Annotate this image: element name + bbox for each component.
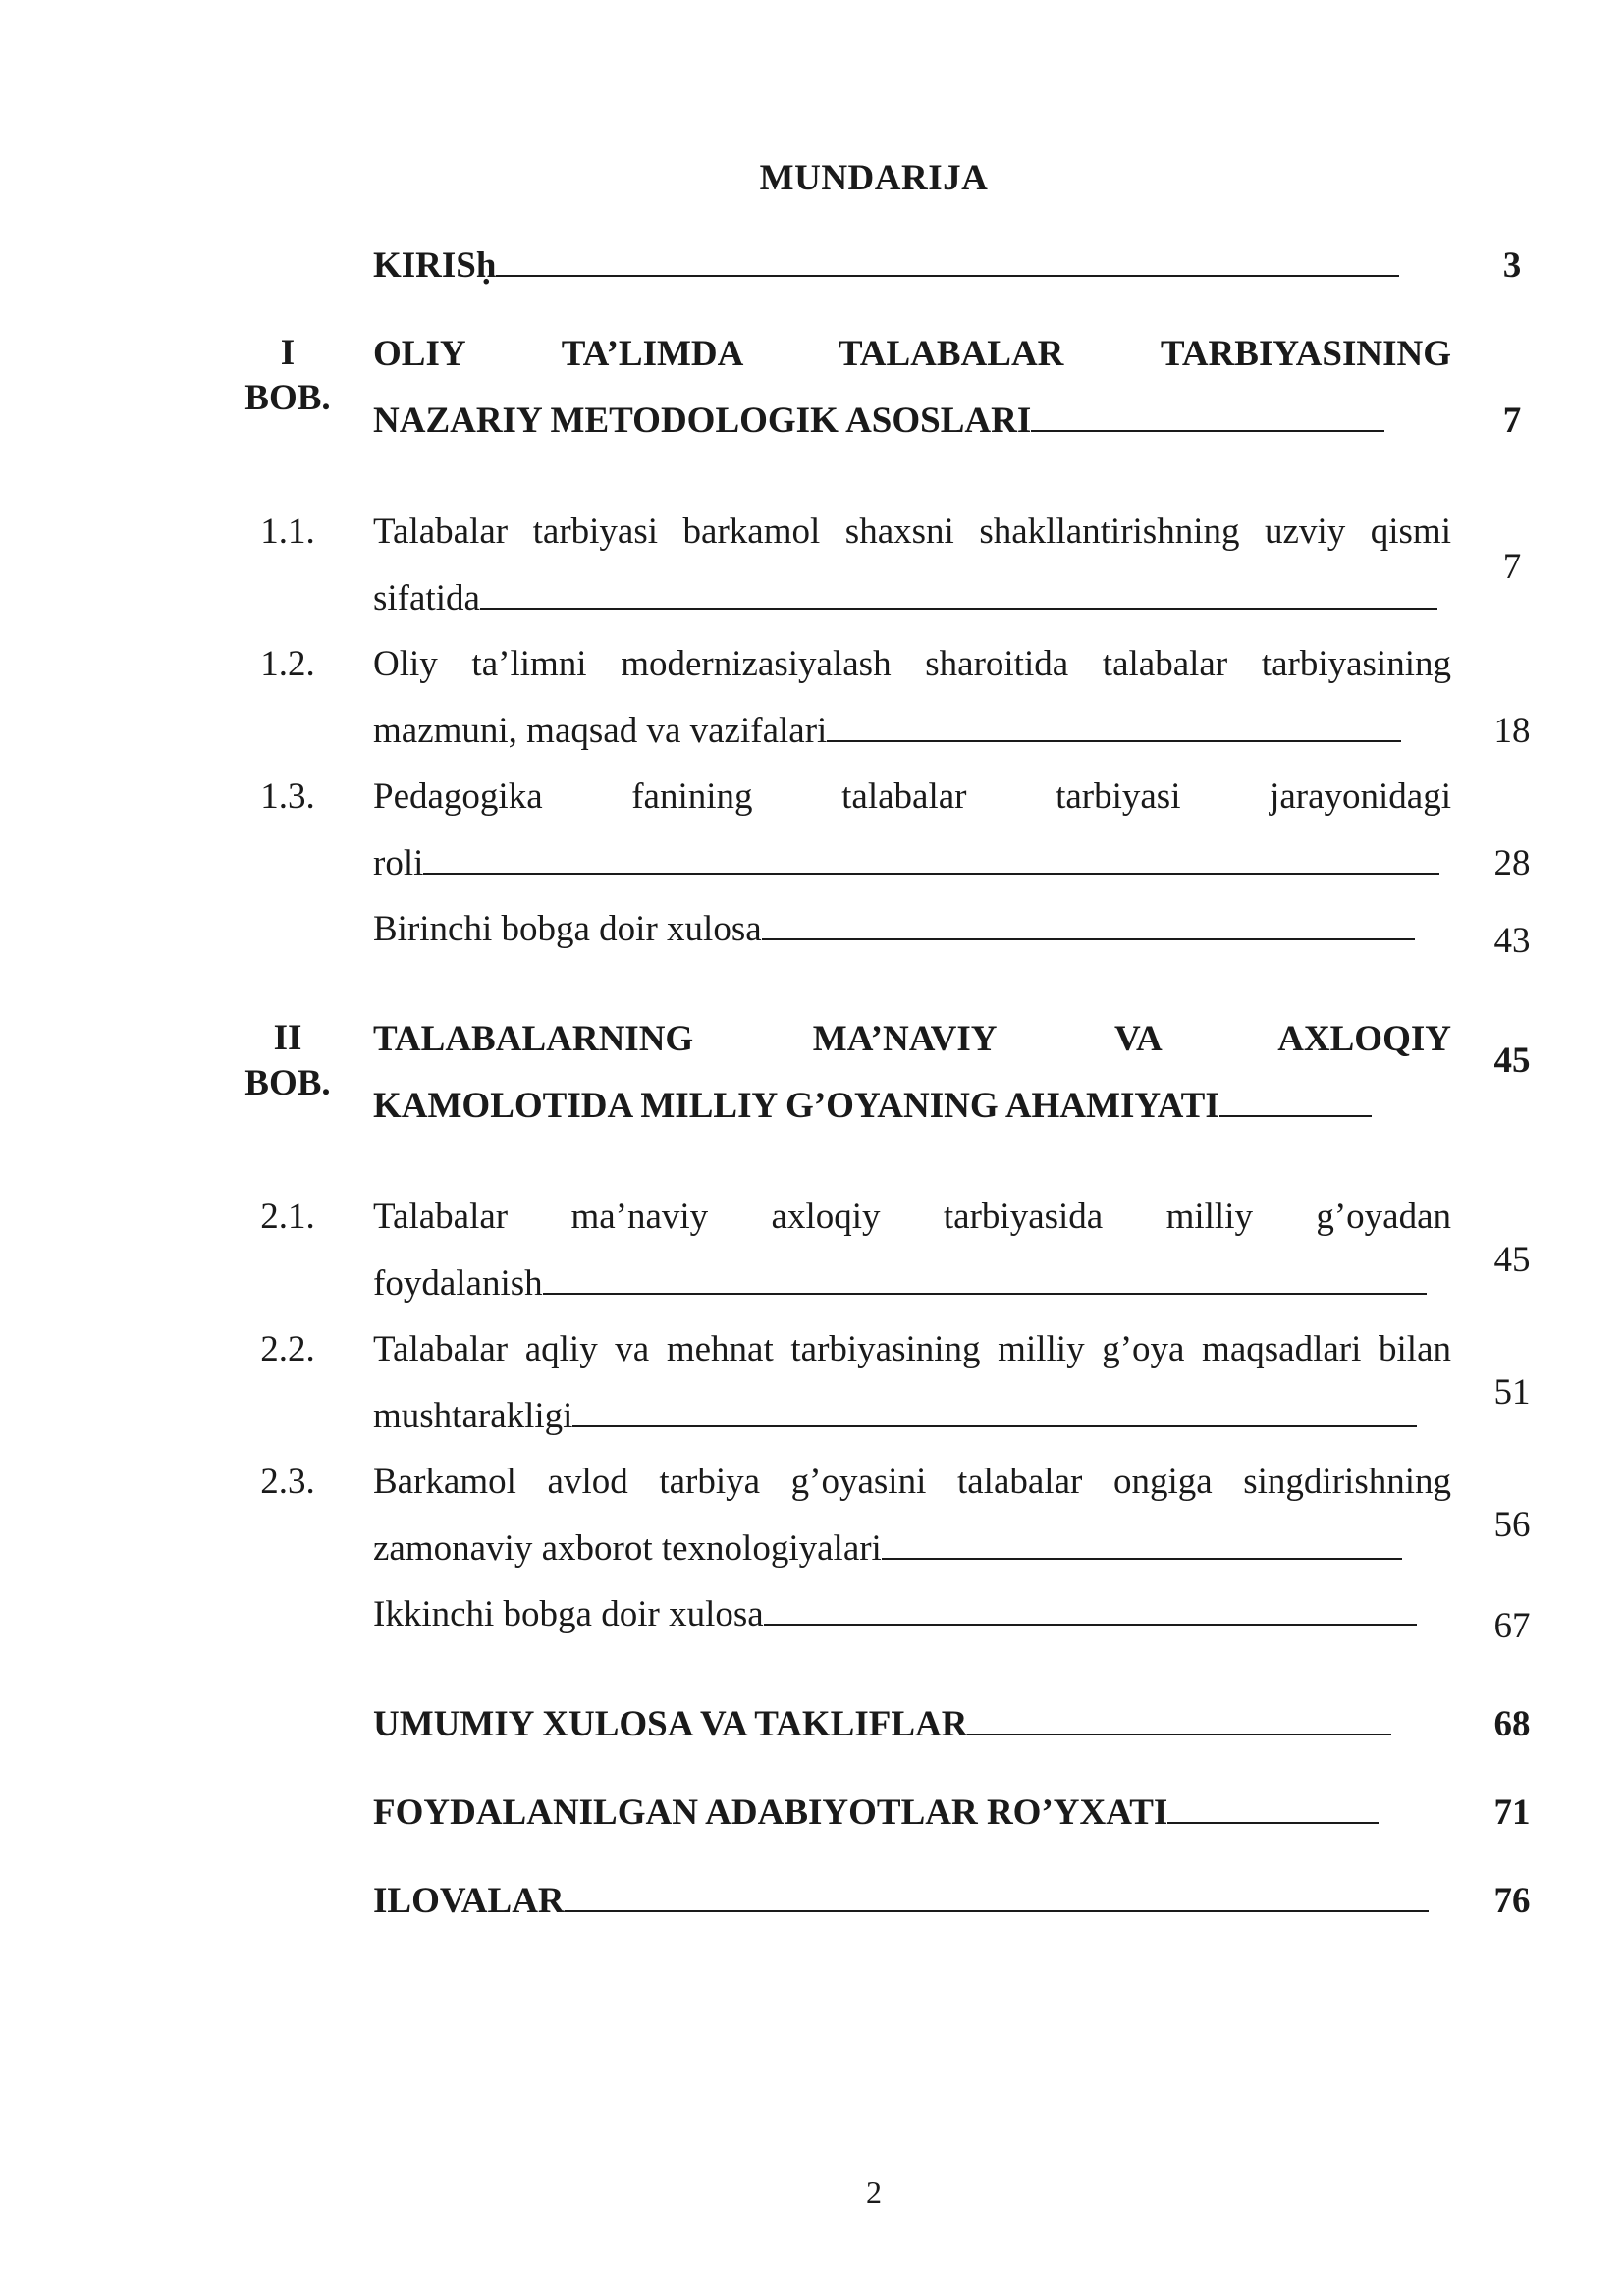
section-title-line-1: Talabalar ma’naviy axloqiy tarbiyasida milliy g’oyadan	[373, 1197, 1451, 1237]
page-number: 43	[1493, 921, 1531, 961]
section-title-line-2: sifatida	[373, 578, 480, 618]
page-number: 45	[1493, 1041, 1531, 1081]
page-number: 7	[1502, 547, 1522, 587]
page-number: 56	[1493, 1505, 1531, 1545]
leader-line	[764, 1594, 1417, 1626]
leader-line	[967, 1704, 1391, 1735]
section-title-line-1: Talabalar tarbiyasi barkamol shaxsni shakllantirishning uzviy qismi	[373, 511, 1451, 552]
entry-label: ILOVALAR	[373, 1881, 565, 1921]
page-number: 51	[1493, 1372, 1531, 1413]
page-number: 67	[1493, 1606, 1531, 1646]
leader-line	[882, 1528, 1402, 1560]
leader-line	[565, 1881, 1429, 1912]
leader-line	[496, 245, 1399, 277]
leader-line	[543, 1263, 1427, 1295]
chapter-title-line-2: KAMOLOTIDA MILLIY G’OYANING AHAMIYATI	[373, 1086, 1219, 1126]
leader-line	[1167, 1792, 1379, 1824]
entry-label: Birinchi bobga doir xulosa	[373, 909, 762, 949]
entry-label: Ikkinchi bobga doir xulosa	[373, 1594, 764, 1634]
page-number: 71	[1493, 1792, 1531, 1833]
section-title-line-2: zamonaviy axborot texnologiyalari	[373, 1528, 882, 1569]
section-number: 1.2.	[260, 644, 315, 684]
leader-line	[480, 578, 1437, 610]
page-number: 68	[1493, 1704, 1531, 1744]
section-title-line-2: mushtarakligi	[373, 1396, 573, 1436]
chapter-title-line-1: TALABALARNING MA’NAVIY VA AXLOQIY	[373, 1019, 1451, 1059]
chapter-title-line-2: NAZARIY METODOLOGIK ASOSLARI	[373, 400, 1032, 441]
section-title-line-2: roli	[373, 843, 424, 883]
entry-label: KIRISḥ	[373, 245, 497, 286]
section-number: 2.3.	[260, 1462, 315, 1502]
section-number: 1.1.	[260, 511, 315, 552]
leader-line	[1031, 400, 1384, 432]
leader-line	[827, 711, 1401, 742]
page-number: 3	[1502, 245, 1522, 286]
leader-line	[1219, 1086, 1372, 1117]
leader-line	[572, 1396, 1417, 1427]
page-number: 28	[1493, 843, 1531, 883]
leader-line	[423, 843, 1439, 875]
section-title-line-2: mazmuni, maqsad va vazifalari	[373, 711, 828, 751]
page-footer-number: 2	[866, 2174, 882, 2210]
chapter-number: I BOB.	[244, 333, 331, 418]
page-number: 45	[1493, 1240, 1531, 1280]
page-number: 76	[1493, 1881, 1531, 1921]
section-title-line-2: foydalanish	[373, 1263, 543, 1304]
page-title: MUNDARIJA	[759, 158, 989, 198]
chapter-number: II BOB.	[244, 1018, 331, 1103]
leader-line	[762, 909, 1415, 940]
page-number: 7	[1502, 400, 1522, 441]
section-title-line-1: Pedagogika fanining talabalar tarbiyasi jarayonidagi	[373, 776, 1451, 817]
page-number: 18	[1493, 711, 1531, 751]
chapter-title-line-1: OLIY TA’LIMDA TALABALAR TARBIYASINING	[373, 334, 1451, 374]
section-title-line-1: Talabalar aqliy va mehnat tarbiyasining milliy g’oya maqsadlari bilan	[373, 1329, 1451, 1369]
entry-label: UMUMIY XULOSA VA TAKLIFLAR	[373, 1704, 968, 1744]
section-title-line-1: Oliy ta’limni modernizasiyalash sharoitida talabalar tarbiyasining	[373, 644, 1451, 684]
section-number: 1.3.	[260, 776, 315, 817]
section-number: 2.2.	[260, 1329, 315, 1369]
section-number: 2.1.	[260, 1197, 315, 1237]
entry-label: FOYDALANILGAN ADABIYOTLAR RO’YXATI	[373, 1792, 1168, 1833]
section-title-line-1: Barkamol avlod tarbiya g’oyasini talabalar ongiga singdirishning	[373, 1462, 1451, 1502]
